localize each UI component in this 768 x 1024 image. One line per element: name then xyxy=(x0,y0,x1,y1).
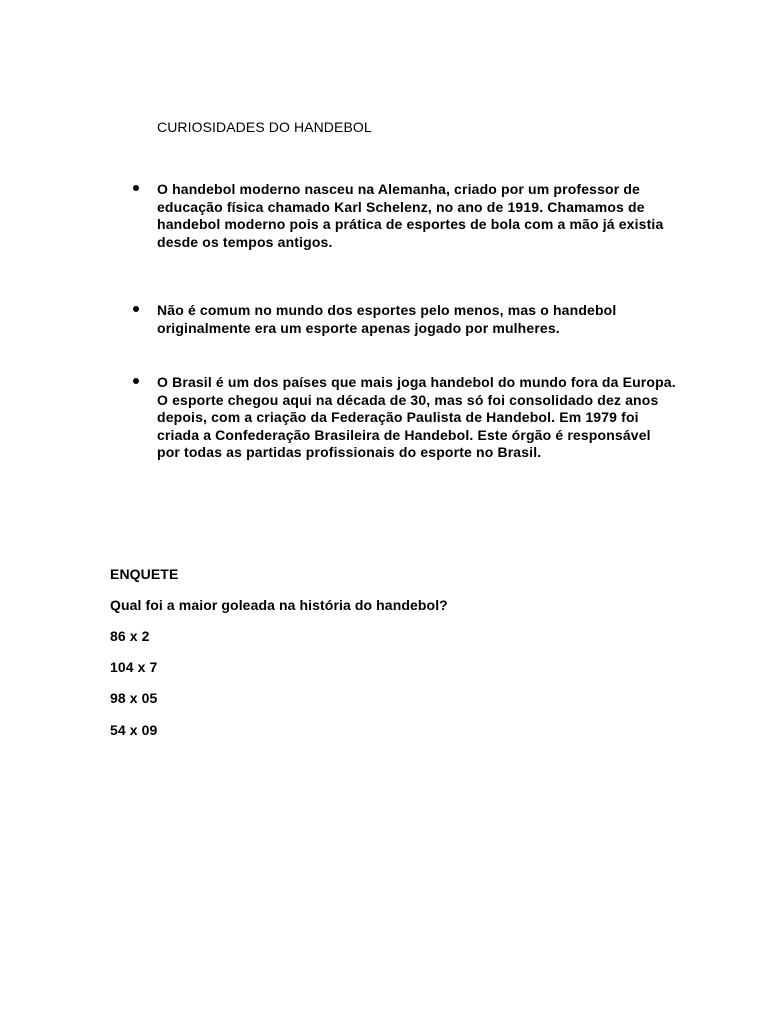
bullet-text: Não é comum no mundo dos esportes pelo menos, mas o handebol originalmente era um esporte apenas jogado por mulheres. xyxy=(157,302,617,336)
poll-title: ENQUETE xyxy=(110,566,179,582)
poll-option: 104 x 7 xyxy=(110,659,158,675)
bullet-text: O Brasil é um dos países que mais joga handebol do mundo fora da Europa. O esporte chegou aqui na década de 30, mas só foi consolidado dez anos depois, com a criação da Federação Paulista de Handebol. Em 1979 foi criada a Confederação Brasileira de Handebol. Este órgão é responsável por todas as partidas profissionais do esporte no Brasil. xyxy=(157,374,676,460)
bullet-icon xyxy=(133,378,139,384)
poll-option: 98 x 05 xyxy=(110,690,158,706)
poll-question: Qual foi a maior goleada na história do handebol? xyxy=(110,597,448,613)
poll-option: 54 x 09 xyxy=(110,722,158,738)
bullet-list-item xyxy=(157,374,677,462)
bullet-list-item xyxy=(157,302,677,337)
bullet-text: O handebol moderno nasceu na Alemanha, criado por um professor de educação física chamado Karl Schelenz, no ano de 1919. Chamamos de handebol moderno pois a prática de esportes de bola com a mão já existia desde os tempos antigos. xyxy=(157,181,664,250)
poll-option: 86 x 2 xyxy=(110,628,150,644)
bullet-icon xyxy=(133,185,139,191)
bullet-list-item xyxy=(157,181,677,251)
page-title: CURIOSIDADES DO HANDEBOL xyxy=(157,119,372,135)
bullet-icon xyxy=(133,306,139,312)
